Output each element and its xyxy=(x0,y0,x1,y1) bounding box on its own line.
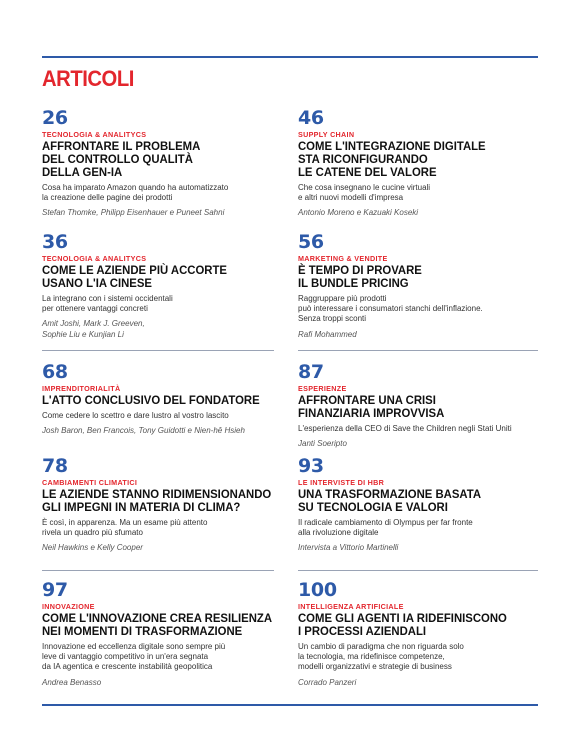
article-title[interactable]: AFFRONTARE UNA CRISI FINANZIARIA IMPROVVISA xyxy=(298,393,445,420)
article-entry[interactable] xyxy=(42,580,282,688)
article-title[interactable]: COME L'INNOVAZIONE CREA RESILIENZA NEI MOMENTI DI TRASFORMAZIONE xyxy=(42,611,273,638)
article-description: Come cedere lo scettro e dare lustro al vostro lascito xyxy=(42,411,229,420)
article-entry[interactable] xyxy=(298,108,538,219)
article-entry[interactable] xyxy=(42,456,282,554)
article-category: SUPPLY CHAIN xyxy=(298,130,355,139)
article-title[interactable]: COME GLI AGENTI IA RIDEFINISCONO I PROCESSI AZIENDALI xyxy=(298,611,507,638)
article-entry[interactable] xyxy=(298,456,538,554)
article-authors: Antonio Moreno e Kazuaki Koseki xyxy=(298,208,419,218)
article-authors: Intervista a Vittorio Martinelli xyxy=(298,543,399,553)
article-description: Il radicale cambiamento di Olympus per far fronte alla rivoluzione digitale xyxy=(298,518,473,538)
article-category: CAMBIAMENTI CLIMATICI xyxy=(42,478,138,487)
article-entry[interactable] xyxy=(42,362,282,436)
page-number: 26 xyxy=(42,107,68,129)
top-rule xyxy=(42,56,538,58)
article-category: IMPRENDITORIALITÀ xyxy=(42,384,121,393)
page-number: 87 xyxy=(298,361,324,383)
article-authors: Josh Baron, Ben Francois, Tony Guidotti e Nien-hê Hsieh xyxy=(42,426,245,436)
article-authors: Corrado Panzeri xyxy=(298,677,357,687)
column-separator xyxy=(298,350,538,351)
page-number: 46 xyxy=(298,107,324,129)
article-authors: Janti Soeripto xyxy=(298,439,347,449)
article-title[interactable]: L'ATTO CONCLUSIVO DEL FONDATORE xyxy=(42,393,260,407)
article-title[interactable]: È TEMPO DI PROVARE IL BUNDLE PRICING xyxy=(298,263,422,290)
article-authors: Andrea Benasso xyxy=(42,677,102,687)
article-description: Innovazione ed eccellenza digitale sono sempre più leve di vantaggio competitivo in un'era segnata da IA agentica e crescente instabilità geopolitica xyxy=(42,642,226,672)
article-authors: Amit Joshi, Mark J. Greeven, Sophie Liu e Kunjian Li xyxy=(42,319,145,339)
page-number: 36 xyxy=(42,231,68,253)
article-description: Cosa ha imparato Amazon quando ha automatizzato la creazione delle pagine dei prodotti xyxy=(42,183,229,203)
bottom-rule xyxy=(42,704,538,706)
column-separator xyxy=(42,570,274,571)
article-title[interactable]: COME L'INTEGRAZIONE DIGITALE STA RICONFIGURANDO LE CATENE DEL VALORE xyxy=(298,139,486,179)
article-description: La integrano con i sistemi occidentali per ottenere vantaggi concreti xyxy=(42,294,173,314)
article-title[interactable]: COME LE AZIENDE PIÙ ACCORTE USANO L'IA CINESE xyxy=(42,263,227,290)
section-title: ARTICOLI xyxy=(42,66,134,91)
article-category: TECNOLOGIA & ANALITYCS xyxy=(42,254,147,263)
article-title[interactable]: AFFRONTARE IL PROBLEMA DEL CONTROLLO QUALITÀ DELLA GEN-IA xyxy=(42,139,201,179)
article-description: Un cambio di paradigma che non riguarda solo la tecnologia, ma ridefinisce competenze, modelli organizzativi e strategie di business xyxy=(298,642,464,672)
article-authors: Stefan Thomke, Philipp Eisenhauer e Puneet Sahni xyxy=(42,208,225,218)
article-title[interactable]: UNA TRASFORMAZIONE BASATA SU TECNOLOGIA E VALORI xyxy=(298,487,482,514)
article-category: INNOVAZIONE xyxy=(42,602,95,611)
article-category: TECNOLOGIA & ANALITYCS xyxy=(42,130,147,139)
page-number: 68 xyxy=(42,361,68,383)
column-separator xyxy=(42,350,274,351)
article-entry[interactable] xyxy=(42,232,272,340)
column-separator xyxy=(298,570,538,571)
article-description: È così, in apparenza. Ma un esame più attento rivela un quadro più sfumato xyxy=(42,518,208,538)
page-number: 93 xyxy=(298,455,324,477)
article-description: Che cosa insegnano le cucine virtuali e altri nuovi modelli d'impresa xyxy=(298,183,431,203)
article-entry[interactable] xyxy=(298,580,538,688)
article-authors: Neil Hawkins e Kelly Cooper xyxy=(42,543,143,553)
article-description: Raggruppare più prodotti può interessare i consumatori stanchi dell'inflazione. Senza troppi sconti xyxy=(298,294,483,324)
page-number: 100 xyxy=(298,579,337,601)
article-title[interactable]: LE AZIENDE STANNO RIDIMENSIONANDO GLI IMPEGNI IN MATERIA DI CLIMA? xyxy=(42,487,272,514)
page-number: 97 xyxy=(42,579,68,601)
article-category: LE INTERVISTE DI HBR xyxy=(298,478,385,487)
article-category: INTELLIGENZA ARTIFICIALE xyxy=(298,602,404,611)
article-category: MARKETING & VENDITE xyxy=(298,254,388,263)
page-number: 78 xyxy=(42,455,68,477)
page-number: 56 xyxy=(298,231,324,253)
article-entry[interactable] xyxy=(298,362,538,449)
article-entry[interactable] xyxy=(42,108,272,219)
article-category: ESPERIENZE xyxy=(298,384,347,393)
article-authors: Rafi Mohammed xyxy=(298,329,357,339)
article-description: L'esperienza della CEO di Save the Children negli Stati Uniti xyxy=(298,424,512,433)
article-entry[interactable] xyxy=(298,232,538,340)
